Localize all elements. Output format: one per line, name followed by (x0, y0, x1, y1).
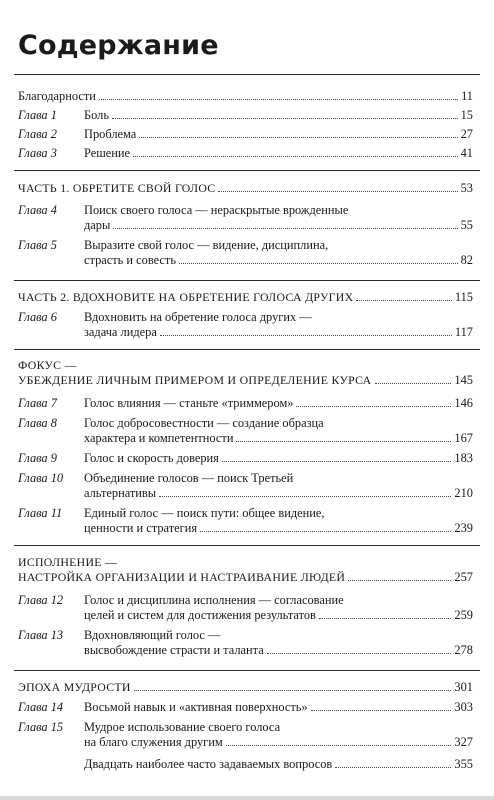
leader-dots (112, 109, 458, 119)
chapter-label: Глава 9 (18, 451, 57, 465)
chapter-label: Глава 5 (18, 238, 57, 252)
chapter-label: Глава 14 (18, 700, 64, 714)
entry-page: 303 (454, 700, 473, 714)
leader-dots (356, 291, 451, 301)
leader-dots (159, 487, 451, 497)
entry-title: Решение (84, 146, 131, 160)
entry-title: Поиск своего голоса — нераскрытые врожденные (84, 203, 349, 217)
divider (14, 74, 480, 75)
section-title: ИСПОЛНЕНИЕ — (18, 555, 118, 569)
section-title: ЭПОХА МУДРОСТИ (18, 680, 131, 694)
entry-title: Голос влияния — станьте «триммером» (84, 396, 294, 410)
entry-title-continued: целей и систем для достижения результатов (84, 608, 316, 622)
section-title-continued: НАСТРОЙКА ОРГАНИЗАЦИИ И НАСТРАИВАНИЕ ЛЮДЕЙ (18, 570, 346, 584)
page-edge (0, 796, 494, 800)
leader-dots (133, 147, 458, 157)
leader-dots (319, 609, 452, 619)
entry-page: 82 (460, 253, 473, 267)
chapter-label: Глава 7 (18, 396, 57, 410)
entry-page: 327 (454, 735, 473, 749)
leader-dots (311, 701, 452, 711)
entry-page: 117 (454, 325, 473, 339)
chapter-label: Глава 4 (18, 203, 57, 217)
entry-page: 167 (454, 431, 473, 445)
entry-page: 301 (454, 680, 473, 694)
chapter-label: Глава 12 (18, 593, 64, 607)
leader-dots (139, 128, 457, 138)
entry-title-continued: задача лидера (84, 325, 157, 339)
chapter-label: Глава 1 (18, 108, 57, 122)
part-title: ЧАСТЬ 2. ВДОХНОВИТЕ НА ОБРЕТЕНИЕ ГОЛОСА ДРУГИХ (18, 290, 354, 304)
page-title: Содержание (18, 30, 219, 61)
leader-dots (113, 219, 457, 229)
entry-title: Вдохновить на обретение голоса других — (84, 310, 312, 324)
entry-page: 257 (454, 570, 473, 584)
leader-dots (236, 432, 451, 442)
entry-title: Проблема (84, 127, 137, 141)
entry-title: Восьмой навык и «активная поверхность» (84, 700, 308, 714)
entry-title-continued: альтернативы (84, 486, 157, 500)
entry-page: 55 (460, 218, 473, 232)
entry-title: Благодарности (18, 89, 96, 103)
entry-title-continued: страсть и совесть (84, 253, 176, 267)
section-title: ФОКУС — (18, 358, 77, 372)
entry-title: Голос и дисциплина исполнения — согласование (84, 593, 344, 607)
leader-dots (348, 571, 451, 581)
entry-title-continued: характера и компетентности (84, 431, 234, 445)
leader-dots (296, 397, 451, 407)
leader-dots (218, 182, 457, 192)
chapter-label: Глава 11 (18, 506, 63, 520)
entry-page: 145 (454, 373, 473, 387)
entry-page: 11 (461, 89, 473, 103)
entry-title: Вдохновляющий голос — (84, 628, 221, 642)
leader-dots (222, 452, 452, 462)
leader-dots (134, 681, 452, 691)
entry-page: 239 (454, 521, 473, 535)
part-title: ЧАСТЬ 1. ОБРЕТИТЕ СВОЙ ГОЛОС (18, 181, 216, 195)
leader-dots (99, 90, 458, 100)
entry-title: Голос добросовестности — создание образца (84, 416, 324, 430)
entry-title: Мудрое использование своего голоса (84, 720, 281, 734)
chapter-label: Глава 15 (18, 720, 64, 734)
entry-title-continued: ценности и стратегия (84, 521, 198, 535)
leader-dots (335, 758, 451, 768)
leader-dots (200, 522, 451, 532)
entry-page: 41 (460, 146, 473, 160)
chapter-label: Глава 8 (18, 416, 57, 430)
entry-title: Объединение голосов — поиск Третьей (84, 471, 294, 485)
chapter-label: Глава 2 (18, 127, 57, 141)
entry-page: 27 (460, 127, 473, 141)
entry-page: 115 (454, 290, 473, 304)
entry-title: Двадцать наиболее часто задаваемых вопросов (84, 757, 333, 771)
entry-page: 210 (454, 486, 473, 500)
chapter-label: Глава 13 (18, 628, 64, 642)
entry-title: Голос и скорость доверия (84, 451, 219, 465)
divider (14, 280, 480, 281)
leader-dots (160, 326, 452, 336)
leader-dots (375, 374, 452, 384)
entry-page: 278 (454, 643, 473, 657)
entry-page: 15 (460, 108, 473, 122)
divider (14, 670, 480, 671)
chapter-label: Глава 6 (18, 310, 57, 324)
divider (14, 349, 480, 350)
entry-title: Боль (84, 108, 109, 122)
entry-page: 183 (454, 451, 473, 465)
entry-title-continued: высвобождение страсти и таланта (84, 643, 264, 657)
entry-title-continued: на благо служения другим (84, 735, 223, 749)
divider (14, 170, 480, 171)
leader-dots (179, 254, 458, 264)
leader-dots (226, 736, 452, 746)
section-title-continued: УБЕЖДЕНИЕ ЛИЧНЫМ ПРИМЕРОМ И ОПРЕДЕЛЕНИЕ КУРСА (18, 373, 372, 387)
entry-title-continued: дары (84, 218, 111, 232)
entry-page: 146 (454, 396, 473, 410)
entry-title: Единый голос — поиск пути: общее видение, (84, 506, 325, 520)
chapter-label: Глава 10 (18, 471, 64, 485)
entry-page: 259 (454, 608, 473, 622)
entry-page: 355 (454, 757, 473, 771)
entry-title: Выразите свой голос — видение, дисциплина, (84, 238, 329, 252)
divider (14, 545, 480, 546)
leader-dots (267, 644, 452, 654)
entry-page: 53 (460, 181, 473, 195)
chapter-label: Глава 3 (18, 146, 57, 160)
